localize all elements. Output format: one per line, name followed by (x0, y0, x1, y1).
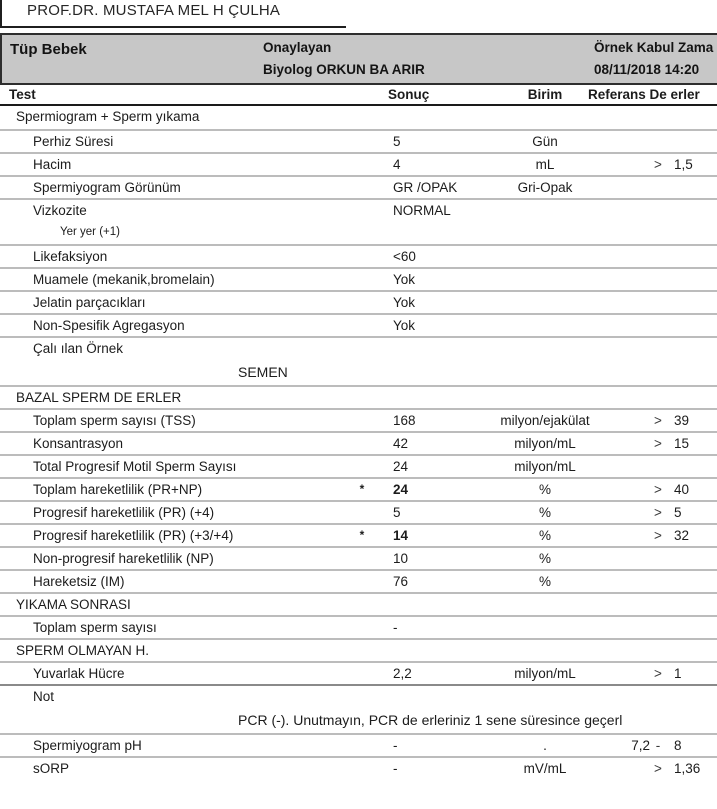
reference-limit: 1,36 (674, 761, 701, 776)
section-row (0, 592, 717, 615)
test-name: Likefaksiyon (33, 249, 108, 264)
test-name: Progresif hareketlilik (PR) (+4) (33, 505, 215, 520)
unit-value: % (538, 574, 551, 589)
note-text: SEMEN (238, 364, 288, 380)
reference-limit: 39 (674, 413, 690, 428)
result-value: 76 (393, 574, 409, 589)
note-text: PCR (-). Unutmayın, PCR de erleriniz 1 sene süresince geçerl (238, 712, 623, 728)
reference-limit: 1,5 (674, 157, 693, 172)
sample-accept-label: Örnek Kabul Zama (594, 40, 714, 55)
approver-label: Onaylayan (263, 40, 332, 55)
unit-value: Gri-Opak (517, 180, 573, 195)
table-row (0, 523, 717, 546)
test-name: Muamele (mekanik,bromelain) (33, 272, 215, 287)
test-name: Jelatin parçacıkları (33, 295, 146, 310)
report-header-band (0, 33, 717, 85)
table-row (0, 477, 717, 500)
result-value: - (393, 761, 398, 776)
table-row (0, 408, 717, 431)
reference-operator: > (654, 761, 662, 776)
test-name: Not (33, 689, 55, 704)
table-row (0, 431, 717, 454)
result-value: <60 (393, 249, 416, 264)
result-value: 14 (393, 528, 409, 543)
test-name: Perhiz Süresi (33, 134, 114, 149)
doctor-name: PROF.DR. MUSTAFA MEL H ÇULHA (27, 2, 281, 19)
table-row (0, 615, 717, 638)
result-value: 10 (393, 551, 409, 566)
result-value: 42 (393, 436, 409, 451)
test-name: Progresif hareketlilik (PR) (+3/+4) (33, 528, 234, 543)
reference-value (600, 505, 712, 520)
unit-value: milyon/ejakülat (500, 413, 590, 428)
result-value: 24 (393, 459, 409, 474)
unit-value: milyon/mL (514, 459, 576, 474)
reference-operator: > (654, 436, 662, 451)
test-name: Toplam sperm sayısı (TSS) (33, 413, 196, 428)
star-marker: * (359, 528, 365, 542)
test-name: YIKAMA SONRASI (16, 597, 131, 612)
result-value: 2,2 (393, 666, 412, 681)
note-row (0, 359, 717, 385)
reference-low-bound (600, 666, 650, 681)
reference-operator: > (654, 666, 662, 681)
test-name: Spermiyogram Görünüm (33, 180, 181, 195)
test-name: sORP (33, 761, 70, 776)
reference-operator: > (654, 505, 662, 520)
result-value: Yok (393, 295, 416, 310)
table-row (0, 221, 717, 244)
reference-value (600, 738, 712, 753)
reference-operator: > (654, 528, 662, 543)
table-row (0, 661, 717, 684)
test-name: Toplam hareketlilik (PR+NP) (33, 482, 203, 497)
table-row (0, 336, 717, 359)
reference-value (600, 482, 712, 497)
result-value: Yok (393, 318, 416, 333)
result-value: - (393, 620, 398, 635)
test-name: Hacim (33, 157, 72, 172)
unit-value: % (538, 551, 551, 566)
table-row (0, 733, 717, 756)
unit-value: mV/mL (523, 761, 567, 776)
department-title: Tüp Bebek (10, 41, 87, 58)
unit-value: milyon/mL (514, 436, 576, 451)
top-left-border-line (0, 0, 2, 27)
test-name: Total Progresif Motil Sperm Sayısı (33, 459, 237, 474)
reference-limit: 5 (674, 505, 682, 520)
section-row (0, 385, 717, 408)
column-unit: Birim (527, 87, 563, 102)
table-row (0, 569, 717, 592)
result-value: 24 (393, 482, 409, 497)
unit-value: % (538, 505, 551, 520)
table-row (0, 175, 717, 198)
table-row (0, 454, 717, 477)
test-name: BAZAL SPERM DE ERLER (16, 390, 182, 405)
reference-value (600, 157, 712, 172)
result-value: 5 (393, 505, 401, 520)
table-row (0, 244, 717, 267)
result-value: 5 (393, 134, 401, 149)
test-name: Hareketsiz (IM) (33, 574, 125, 589)
reference-value (600, 436, 712, 451)
approver-name: Biyolog ORKUN BA ARIR (263, 62, 425, 77)
table-row (0, 129, 717, 152)
table-row (0, 684, 717, 707)
table-row (0, 546, 717, 569)
section-row (0, 638, 717, 661)
result-value: - (393, 738, 398, 753)
reference-low-bound (600, 761, 650, 776)
test-name: Yer yer (+1) (60, 226, 120, 238)
test-name: Toplam sperm sayısı (33, 620, 157, 635)
reference-operator: > (654, 413, 662, 428)
test-name: Vizkozite (33, 203, 87, 218)
reference-low-bound (600, 157, 650, 172)
test-name: Non-progresif hareketlilik (NP) (33, 551, 214, 566)
reference-low-bound (600, 436, 650, 451)
header-divider-line (0, 26, 346, 28)
unit-value: Gün (532, 134, 558, 149)
reference-low-bound (600, 528, 650, 543)
result-value: GR /OPAK (393, 180, 458, 195)
reference-low-bound (600, 482, 650, 497)
reference-value (600, 528, 712, 543)
result-value: Yok (393, 272, 416, 287)
reference-value (600, 666, 712, 681)
sample-accept-datetime: 08/11/2018 14:20 (594, 62, 700, 77)
unit-value: . (543, 738, 547, 753)
reference-limit: 32 (674, 528, 690, 543)
table-row (0, 267, 717, 290)
column-reference: Referans De erler (588, 87, 700, 102)
reference-value (600, 761, 712, 776)
reference-operator: > (654, 482, 662, 497)
report-table-body (0, 106, 717, 779)
column-test: Test (9, 87, 36, 102)
unit-value: mL (535, 157, 555, 172)
table-row (0, 198, 717, 221)
test-name: Spermiogram + Sperm yıkama (16, 109, 200, 124)
reference-limit: 40 (674, 482, 690, 497)
table-row (0, 290, 717, 313)
reference-limit: 15 (674, 436, 690, 451)
unit-value: % (538, 528, 551, 543)
reference-low-bound (600, 505, 650, 520)
reference-low-bound (600, 413, 650, 428)
table-row (0, 500, 717, 523)
note-row (0, 707, 717, 733)
result-value: 168 (393, 413, 416, 428)
section-row (0, 106, 717, 129)
reference-value (600, 413, 712, 428)
reference-limit: 1 (674, 666, 682, 681)
table-row (0, 313, 717, 336)
star-marker: * (359, 482, 365, 496)
unit-value: % (538, 482, 551, 497)
test-name: Yuvarlak Hücre (33, 666, 125, 681)
reference-operator: - (655, 738, 661, 753)
test-name: SPERM OLMAYAN H. (16, 643, 150, 658)
column-result: Sonuç (388, 87, 430, 102)
unit-value: milyon/mL (514, 666, 576, 681)
test-name: Çalı ılan Örnek (33, 341, 124, 356)
table-row (0, 152, 717, 175)
result-value: NORMAL (393, 203, 451, 218)
result-value: 4 (393, 157, 401, 172)
test-name: Konsantrasyon (33, 436, 124, 451)
table-row (0, 756, 717, 779)
table-column-header (0, 85, 717, 106)
reference-limit: 8 (674, 738, 682, 753)
test-name: Spermiyogram pH (33, 738, 142, 753)
test-name: Non-Spesifik Agregasyon (33, 318, 185, 333)
reference-operator: > (654, 157, 662, 172)
reference-low-bound: 7,2 (631, 738, 650, 753)
